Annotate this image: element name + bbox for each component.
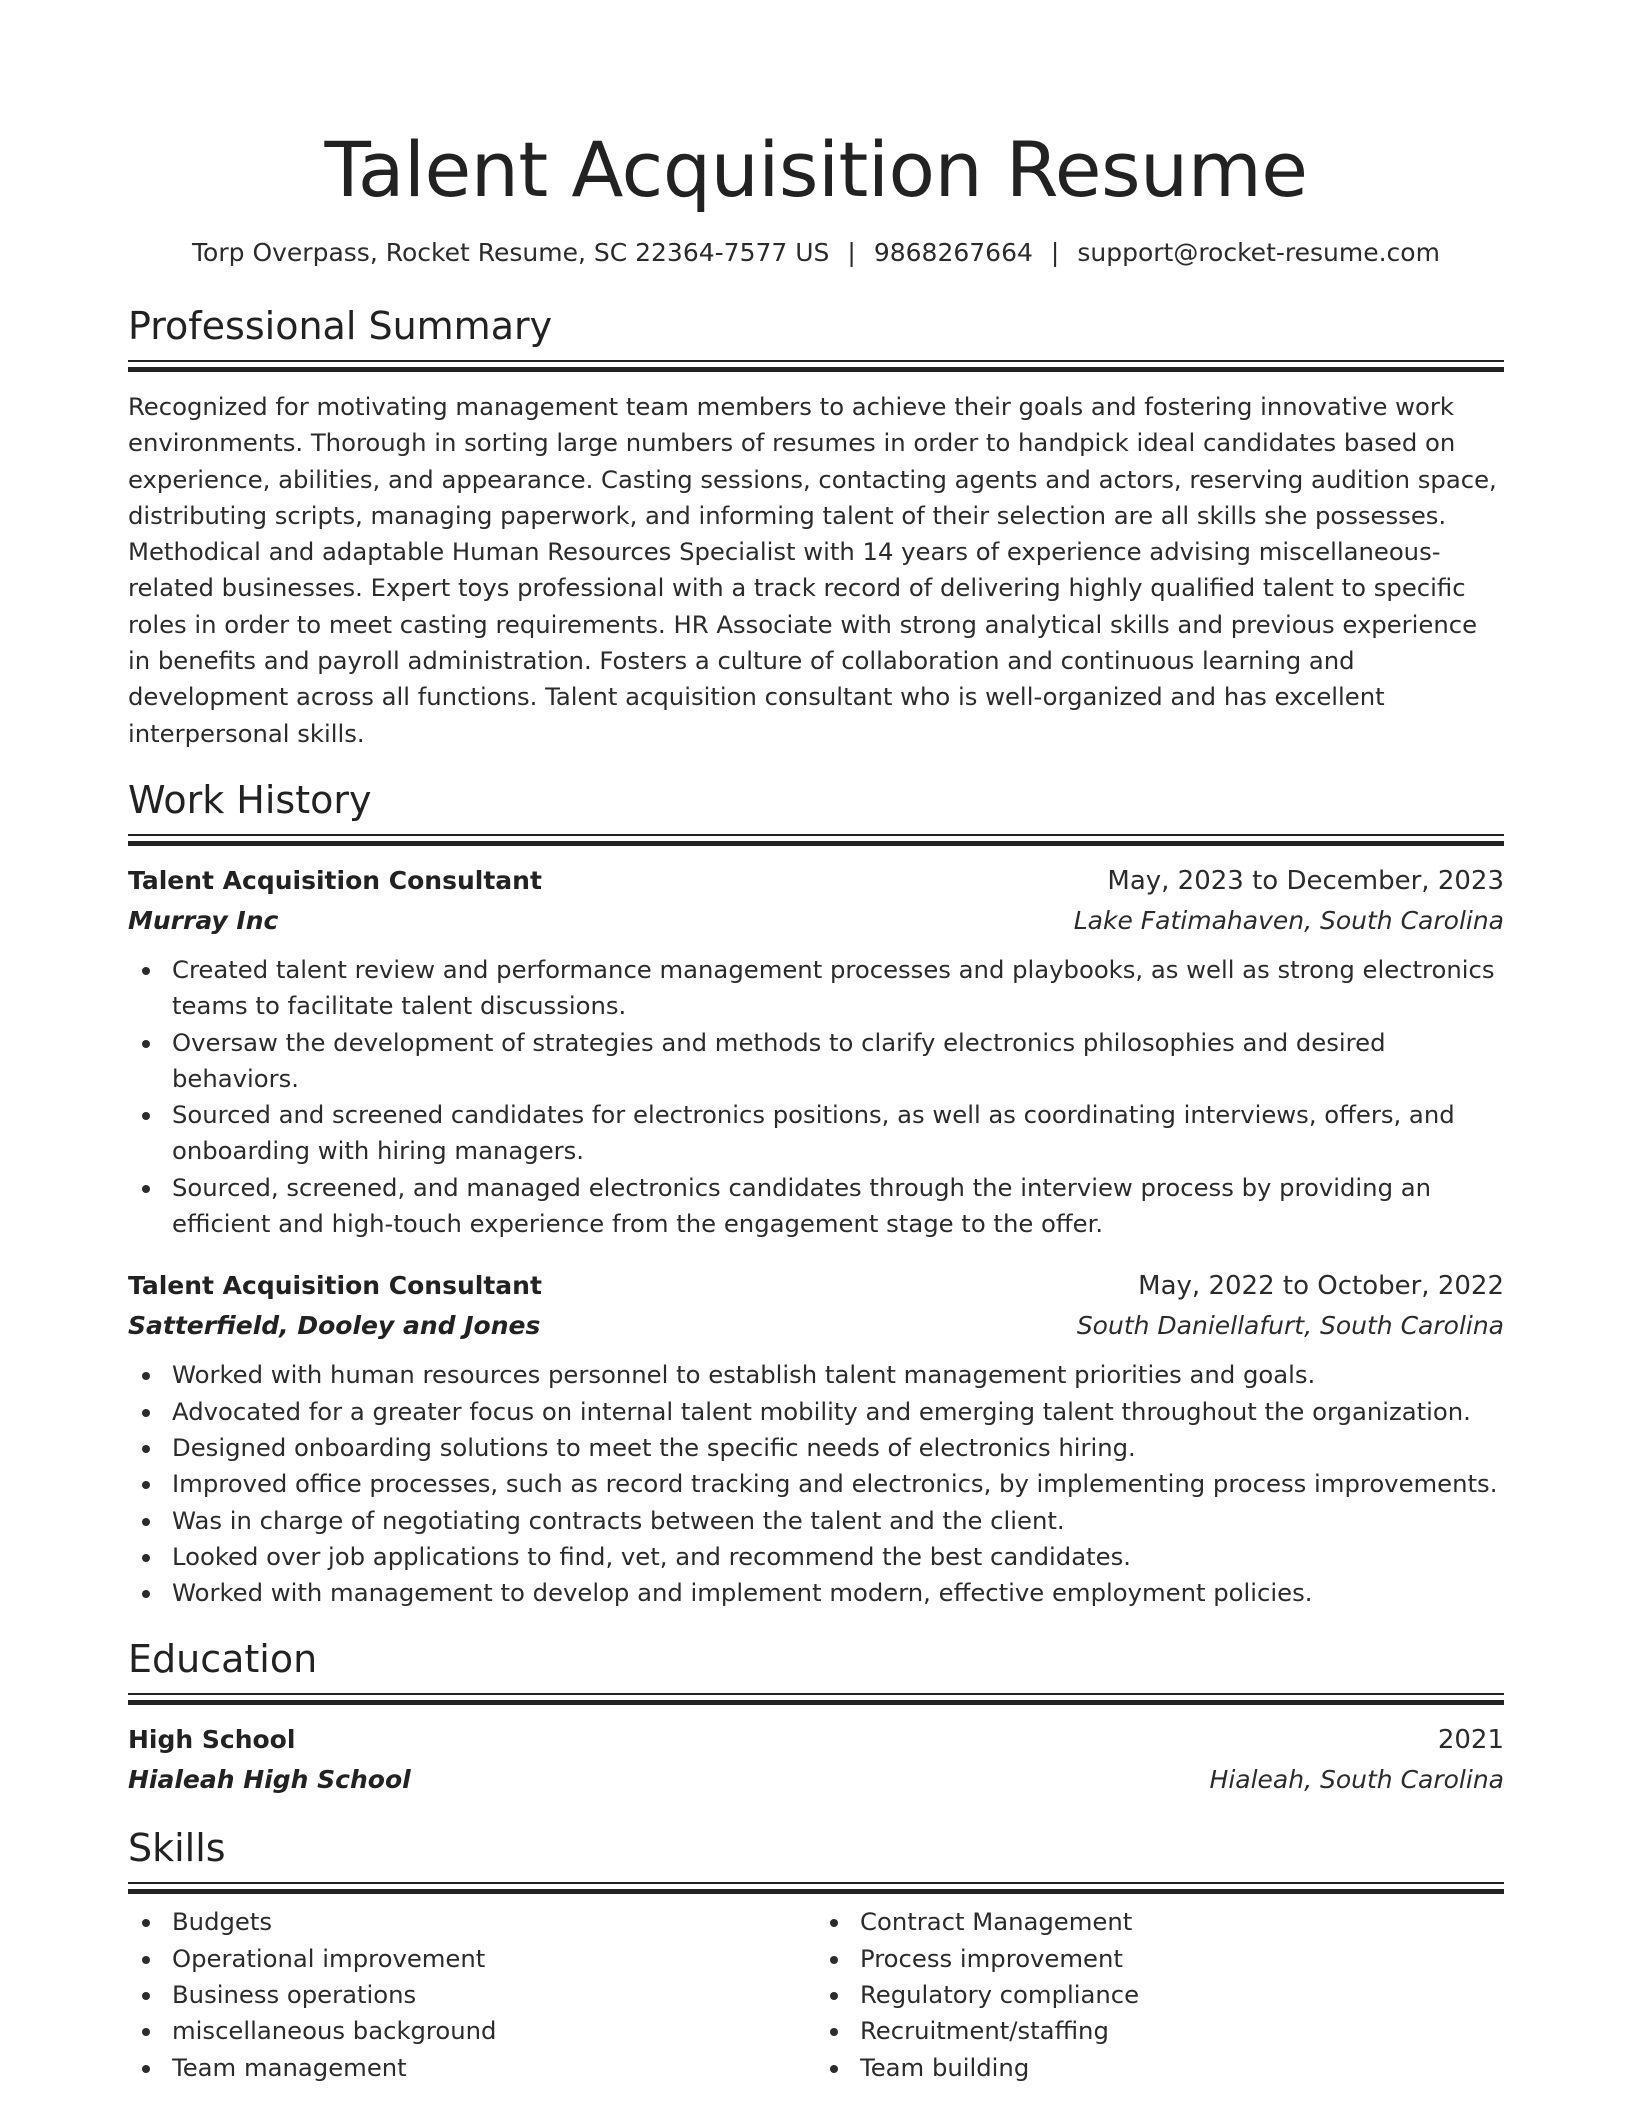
job-location: Lake Fatimahaven, South Carolina	[1073, 905, 1504, 935]
job-bullet: Worked with human resources personnel to establish talent management priorities and goals.	[172, 1357, 1504, 1393]
contact-phone: 9868267664	[873, 238, 1033, 267]
work-history-section	[128, 776, 1504, 1611]
contact-separator: |	[1050, 238, 1060, 267]
skill-item: Business operations	[172, 1977, 816, 2013]
job-bullet: Improved office processes, such as record tracking and electronics, by implementing process improvements.	[172, 1466, 1504, 1502]
section-divider	[128, 834, 1504, 845]
skill-item: Regulatory compliance	[860, 1977, 1504, 2013]
section-heading-work-history: Work History	[128, 777, 372, 822]
skill-item: Recruitment/staffing	[860, 2013, 1504, 2049]
education-header-row	[128, 1720, 1504, 1760]
contact-address: Torp Overpass, Rocket Resume, SC 22364-7577 US	[192, 238, 830, 267]
education-entry	[128, 1720, 1504, 1800]
job-dates: May, 2022 to October, 2022	[1138, 1271, 1504, 1302]
skill-item: Operational improvement	[172, 1941, 816, 1977]
section-divider	[128, 1693, 1504, 1704]
resume-page	[128, 0, 1504, 2086]
job-company-row	[128, 1306, 1504, 1346]
education-school: Hialeah High School	[128, 1765, 411, 1795]
skills-section	[128, 1824, 1504, 2085]
education-year: 2021	[1437, 1725, 1504, 1756]
resume-title: Talent Acquisition Resume	[324, 125, 1308, 214]
job-dates: May, 2023 to December, 2023	[1107, 865, 1504, 896]
job-company: Murray Inc	[128, 905, 279, 935]
job-bullet: Was in charge of negotiating contracts between the talent and the client.	[172, 1503, 1504, 1539]
job-bullet: Created talent review and performance management processes and playbooks, as well as strong electronics teams to facilitate talent discussions.	[172, 952, 1504, 1025]
skill-item: Team management	[172, 2050, 816, 2086]
job-bullet: Sourced, screened, and managed electronics candidates through the interview process by providing an efficient and high-touch experience from the engagement stage to the offer.	[172, 1170, 1504, 1243]
job-bullet: Sourced and screened candidates for electronics positions, as well as coordinating interviews, offers, and onboarding with hiring managers.	[172, 1097, 1504, 1170]
education-school-row	[128, 1760, 1504, 1800]
education-location: Hialeah, South Carolina	[1209, 1765, 1504, 1795]
job-bullets	[128, 952, 1504, 1242]
summary-section	[128, 302, 1504, 752]
job-bullet: Oversaw the development of strategies and methods to clarify electronics philosophies and desired behaviors.	[172, 1025, 1504, 1098]
skill-item: miscellaneous background	[172, 2013, 816, 2049]
education-degree: High School	[128, 1725, 296, 1755]
job-entry	[128, 861, 1504, 1242]
job-bullets	[128, 1357, 1504, 1611]
skill-item: Budgets	[172, 1904, 816, 1940]
skills-list-right	[816, 1904, 1504, 2085]
education-section	[128, 1635, 1504, 1800]
job-company: Satterfield, Dooley and Jones	[128, 1311, 541, 1341]
section-heading-summary: Professional Summary	[128, 304, 553, 348]
job-title: Talent Acquisition Consultant	[128, 865, 542, 895]
skills-columns	[128, 1893, 1504, 2085]
summary-text: Recognized for motivating management team members to achieve their goals and fostering innovative work environments. Thorough in sorting large numbers of resumes in order to handpick ideal candidates based on experience, abilities, and appearance. Casting sessions, contacting agents and actors, reserving audition space, distributing scripts, managing paperwork, and informing talent of their selection are all skills she possesses. Methodical and adaptable Human Resources Specialist with 14 years of experience advising miscellaneous-related businesses. Expert toys professional with a track record of delivering highly qualified talent to specific roles in order to meet casting requirements. HR Associate with strong analytical skills and previous experience in benefits and payroll administration. Fosters a culture of collaboration and continuous learning and development across all functions. Talent acquisition consultant who is well-organized and has excellent interpersonal skills.	[128, 392, 1497, 748]
section-divider	[128, 1882, 1504, 1893]
job-bullet: Worked with management to develop and implement modern, effective employment policies.	[172, 1575, 1504, 1611]
skill-item: Contract Management	[860, 1904, 1504, 1940]
job-title: Talent Acquisition Consultant	[128, 1271, 542, 1301]
job-header-row	[128, 1266, 1504, 1306]
skill-item: Team building	[860, 2050, 1504, 2086]
job-bullet: Advocated for a greater focus on internal talent mobility and emerging talent throughout the organization.	[172, 1394, 1504, 1430]
section-heading-education: Education	[128, 1637, 318, 1682]
section-heading-skills: Skills	[128, 1826, 226, 1871]
section-divider	[128, 360, 1504, 371]
job-bullet: Looked over job applications to find, vet, and recommend the best candidates.	[172, 1539, 1504, 1575]
job-header-row	[128, 861, 1504, 901]
job-bullet: Designed onboarding solutions to meet the specific needs of electronics hiring.	[172, 1430, 1504, 1466]
job-location: South Daniellafurt, South Carolina	[1076, 1311, 1504, 1341]
skill-item: Process improvement	[860, 1941, 1504, 1977]
job-entry	[128, 1266, 1504, 1611]
contact-email: support@rocket-resume.com	[1077, 238, 1440, 267]
skills-list-left	[128, 1904, 816, 2085]
job-company-row	[128, 901, 1504, 941]
contact-line	[128, 236, 1504, 270]
contact-separator: |	[847, 238, 856, 267]
